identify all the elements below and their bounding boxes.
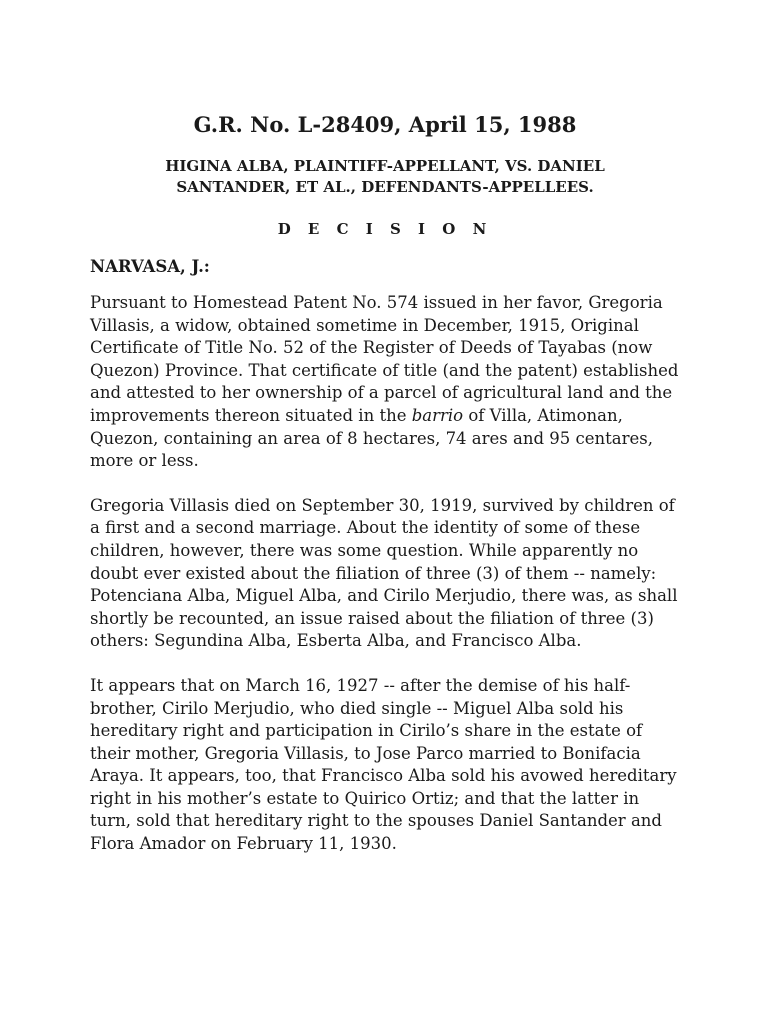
- paragraph-1-text-a: Pursuant to Homestead Patent No. 574 issued in her favor, Gregoria Villasis, a widow, obtained sometime in December, 1915, Original Certificate of Title No. 52 of the Register of Deeds of Tayabas (now Quezon) Province. That certificate of title (and the patent) established and attested to her ownership of a parcel of agricultural land and the improvements thereon situated in the: [90, 293, 679, 425]
- decision-heading: D E C I S I O N: [277, 220, 493, 238]
- case-parties-line-1: HIGINA ALBA, PLAINTIFF-APPELLANT, VS. DANIEL: [165, 157, 605, 175]
- paragraph-1-text-b: of Villa, Atimonan, Quezon, containing an area of 8 hectares, 74 ares and 95 centares, more or less.: [90, 405, 653, 471]
- paragraph-1: [90, 292, 680, 473]
- case-parties: [90, 156, 680, 198]
- paragraph-3: It appears that on March 16, 1927 -- after the demise of his half-brother, Cirilo Merjudio, who died single -- Miguel Alba sold his hereditary right and participation in Cirilo’s share in the estate of their mother, Gregoria Villasis, to Jose Parco married to Bonifacia Araya. It appears, too, that Francisco Alba sold his avowed hereditary right in his mother’s estate to Quirico Ortiz; and that the latter in turn, sold that hereditary right to the spouses Daniel Santander and Flora Amador on February 11, 1930.: [90, 675, 677, 854]
- ponente: NARVASA, J.:: [90, 257, 210, 276]
- document-page: [90, 110, 680, 856]
- paragraph-2: Gregoria Villasis died on September 30, 1919, survived by children of a first and a second marriage. About the identity of some of these children, however, there was some question. While apparently no doubt ever existed about the filiation of three (3) of them -- namely: Potenciana Alba, Miguel Alba, and Cirilo Merjudio, there was, as shall shortly be recounted, an issue raised about the filiation of three (3) others: Segundina Alba, Esberta Alba, and Francisco Alba.: [90, 495, 678, 651]
- case-parties-line-2: SANTANDER, ET AL., DEFENDANTS-APPELLEES.: [176, 178, 594, 196]
- paragraph-1-italic-term: barrio: [411, 405, 464, 425]
- case-title: G.R. No. L-28409, April 15, 1988: [193, 112, 577, 137]
